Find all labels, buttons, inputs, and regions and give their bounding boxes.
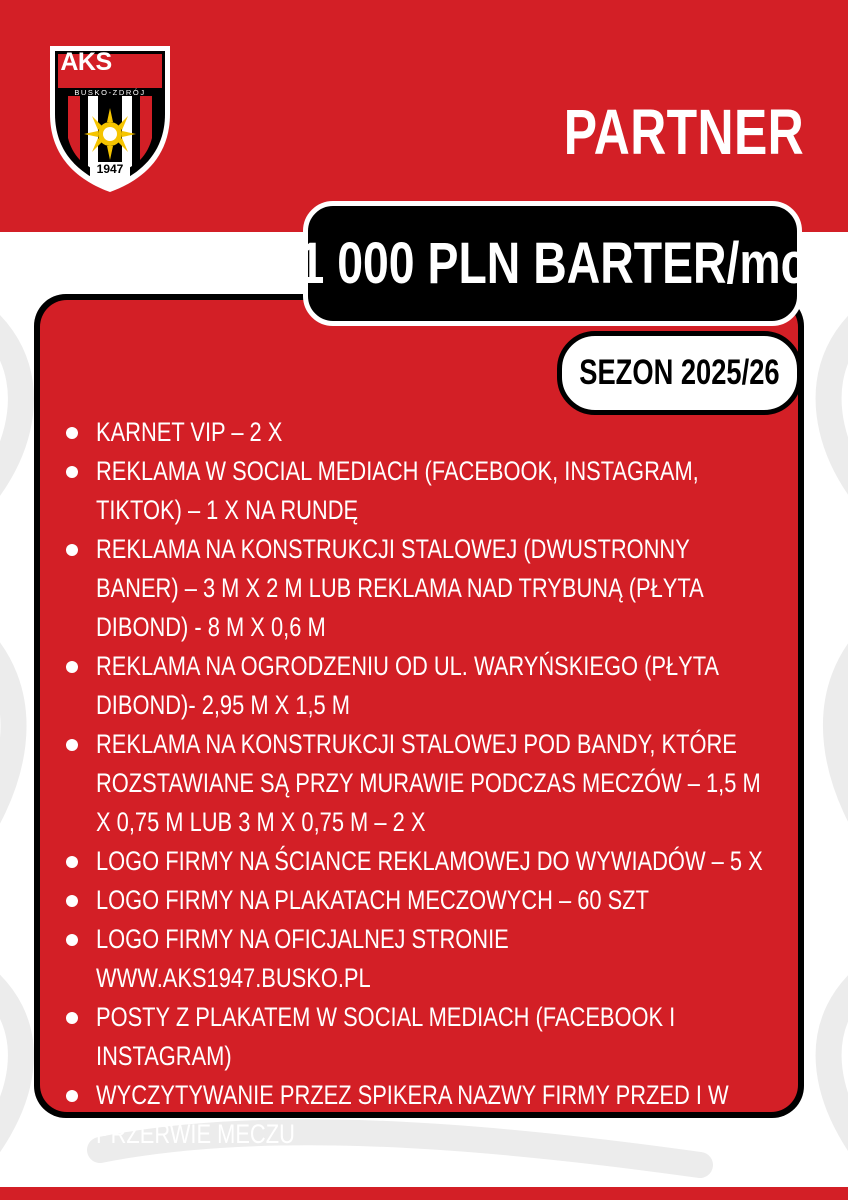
bullet-dot-icon (66, 895, 78, 907)
benefits-list (64, 413, 824, 1154)
list-item-text: POSTY Z PLAKATEM W SOCIAL MEDIACH (FACEBOOK I INSTAGRAM) (96, 1002, 676, 1071)
list-item (64, 998, 824, 1076)
bullet-dot-icon (66, 661, 78, 673)
bullet-dot-icon (66, 544, 78, 556)
list-item (64, 452, 824, 530)
price-label: 1 000 PLN BARTER/mc (298, 231, 807, 296)
list-item-text: REKLAMA NA KONSTRUKCJI STALOWEJ (DWUSTRONNY BANER) – 3 M X 2 M LUB REKLAMA NAD TRYBUNĄ (PŁYTA DIBOND) - 8 M X 0,6 M (96, 534, 703, 642)
footer-strip (0, 1187, 848, 1200)
list-item (64, 413, 824, 452)
bullet-dot-icon (66, 1012, 78, 1024)
bullet-dot-icon (66, 934, 78, 946)
list-item (64, 725, 824, 842)
season-badge (557, 331, 802, 415)
page-title: PARTNER (563, 96, 804, 168)
list-item-text: LOGO FIRMY NA ŚCIANCE REKLAMOWEJ DO WYWIADÓW – 5 X (96, 846, 763, 876)
list-item (64, 530, 824, 647)
list-item-text: LOGO FIRMY NA PLAKATACH MECZOWYCH – 60 SZT (96, 885, 649, 915)
list-item (64, 881, 824, 920)
season-label: SEZON 2025/26 (579, 353, 780, 392)
list-item (64, 1076, 824, 1154)
bullet-dot-icon (66, 739, 78, 751)
list-item (64, 842, 824, 881)
list-item-text: REKLAMA NA KONSTRUKCJI STALOWEJ POD BANDY, KTÓRE ROZSTAWIANE SĄ PRZY MURAWIE PODCZAS MECZÓW – 1,5 M X 0,75 M LUB 3 M X 0,75 M – 2 X (96, 729, 761, 837)
list-item-text: KARNET VIP – 2 X (96, 417, 283, 447)
bullet-dot-icon (66, 1090, 78, 1102)
bullet-dot-icon (66, 856, 78, 868)
list-item-text: REKLAMA W SOCIAL MEDIACH (FACEBOOK, INSTAGRAM, TIKTOK) – 1 X NA RUNDĘ (96, 456, 699, 525)
list-item (64, 920, 824, 998)
list-item-text: WYCZYTYWANIE PRZEZ SPIKERA NAZWY FIRMY PRZED I W PRZERWIE MECZU (96, 1080, 729, 1149)
list-item-text: REKLAMA NA OGRODZENIU OD UL. WARYŃSKIEGO (PŁYTA DIBOND)- 2,95 M X 1,5 M (96, 651, 718, 720)
bullet-dot-icon (66, 427, 78, 439)
price-badge (298, 201, 807, 326)
crest-year: 1947 (96, 162, 124, 176)
crest-town: BUSKO-ZDRÓJ (74, 88, 146, 97)
bullet-dot-icon (66, 466, 78, 478)
list-item (64, 647, 824, 725)
crest-name: AKS (60, 48, 112, 76)
list-item-text: LOGO FIRMY NA OFICJALNEJ STRONIE WWW.AKS1947.BUSKO.PL (96, 924, 509, 993)
